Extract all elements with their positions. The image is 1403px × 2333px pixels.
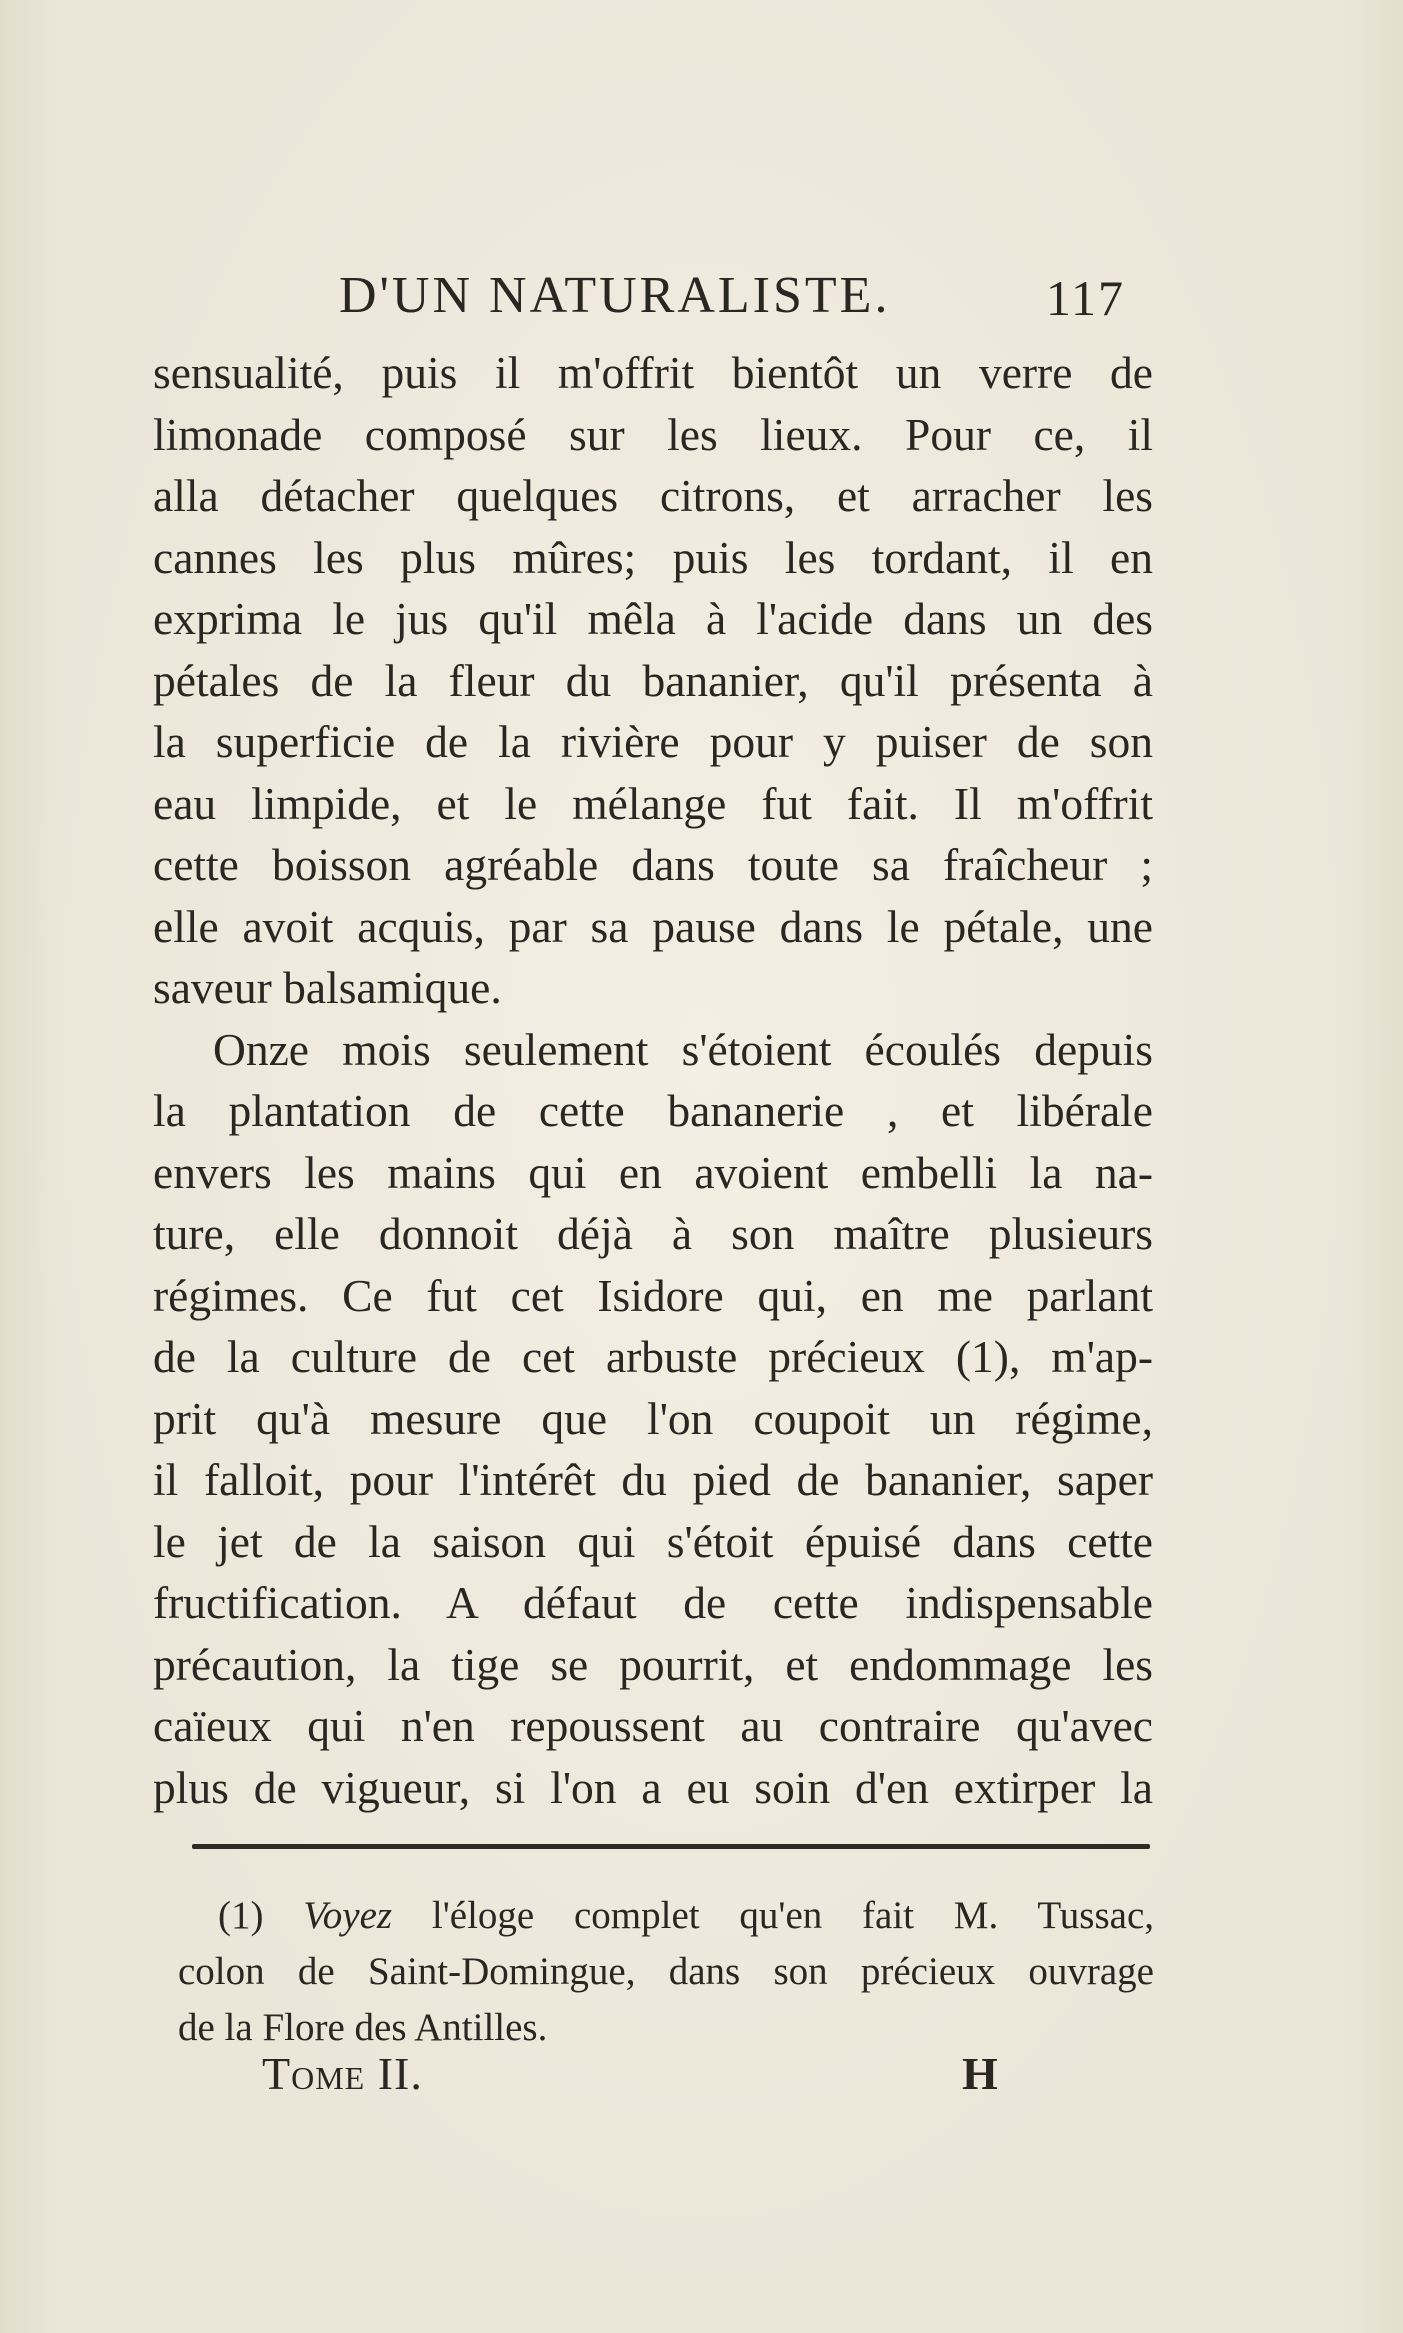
text-line: eau limpide, et le mélange fut fait. Il m'offrit: [153, 777, 1153, 829]
text-line: alla détacher quelques citrons, et arracher les: [153, 470, 1153, 521]
text-line: cette boisson agréable dans toute sa fraîcheur ;: [153, 839, 1153, 890]
text-line: prit qu'à mesure que l'on coupoit un régime,: [153, 1392, 1153, 1444]
footnote-line: de la Flore des Antilles.: [178, 2006, 548, 2049]
text-line: régimes. Ce fut cet Isidore qui, en me parlant: [153, 1269, 1153, 1321]
text-line: elle avoit acquis, par sa pause dans le pétale, une: [153, 900, 1153, 952]
signature-row: [262, 2044, 1042, 2104]
footnote-divider: [192, 1844, 1150, 1849]
text-line: sensualité, puis il m'offrit bientôt un verre de: [153, 347, 1153, 398]
footnote-marker: (1): [218, 1894, 264, 1937]
text-line: fructification. A défaut de cette indispensable: [153, 1577, 1153, 1628]
text-line: la plantation de cette bananerie , et libérale: [153, 1085, 1153, 1136]
footnote: [178, 1888, 1154, 2056]
text-line: caïeux qui n'en repoussent au contraire qu'avec: [153, 1700, 1153, 1751]
text-line: de la culture de cet arbuste précieux (1), m'ap-: [153, 1331, 1153, 1382]
text-line: ture, elle donnoit déjà à son maître plusieurs: [153, 1208, 1153, 1259]
text-line: plus de vigueur, si l'on a eu soin d'en extirper la: [153, 1761, 1153, 1813]
text-line: la superficie de la rivière pour y puiser de son: [153, 716, 1153, 767]
text-line: limonade composé sur les lieux. Pour ce, il: [153, 408, 1153, 460]
text-line: il falloit, pour l'intérêt du pied de bananier, saper: [153, 1454, 1153, 1505]
body-text: [153, 342, 1153, 1818]
footnote-line-1-text: l'éloge complet qu'en fait M. Tussac,: [431, 1894, 1155, 1937]
footnote-voyez: Voyez: [303, 1894, 393, 1937]
paragraph-end-line: saveur balsamique.: [153, 962, 502, 1013]
signature-mark: H: [962, 2048, 998, 2099]
footnote-line: [178, 1888, 1154, 1944]
volume-label: Tome II.: [262, 2048, 423, 2099]
page-number: 117: [1045, 270, 1125, 326]
footnote-line: colon de Saint-Domingue, dans son précieux ouvrage: [178, 1950, 1154, 1993]
text-line: exprima le jus qu'il mêla à l'acide dans un des: [153, 593, 1153, 644]
text-line: le jet de la saison qui s'étoit épuisé dans cette: [153, 1515, 1153, 1567]
text-line: envers les mains qui en avoient embelli la na-: [153, 1146, 1153, 1198]
text-line: précaution, la tige se pourrit, et endommage les: [153, 1638, 1153, 1690]
running-title: D'UN NATURALISTE.: [339, 267, 891, 324]
text-line: cannes les plus mûres; puis les tordant, il en: [153, 531, 1153, 583]
text-line: pétales de la fleur du bananier, qu'il présenta à: [153, 654, 1153, 706]
running-header: [153, 266, 1155, 326]
paragraph-start-line: Onze mois seulement s'étoient écoulés depuis: [213, 1023, 1153, 1075]
